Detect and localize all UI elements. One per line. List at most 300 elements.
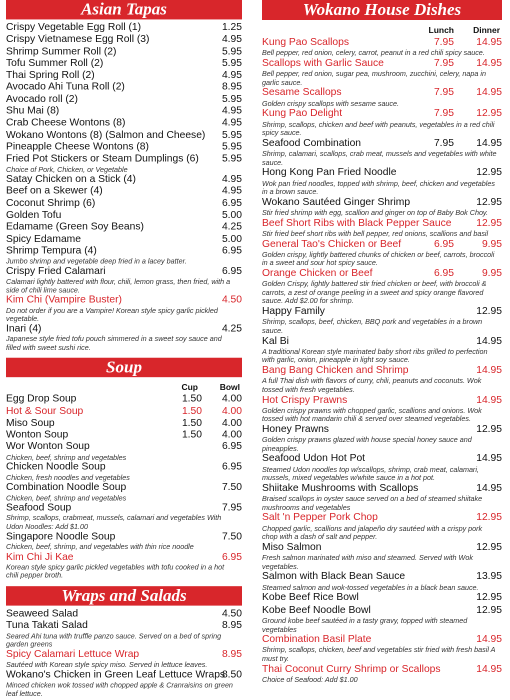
menu-item-description: Bell pepper, red onion, celery, carrot, peanut in a red chili spicy sauce. bbox=[262, 48, 485, 58]
menu-item-row bbox=[6, 46, 242, 58]
menu-item bbox=[6, 462, 242, 482]
section-title: Wokano House Dishes bbox=[262, 0, 502, 20]
menu-item-price-large: 14.95 bbox=[476, 335, 502, 347]
menu-item-price-large: 12.95 bbox=[476, 604, 502, 616]
menu-item bbox=[262, 138, 502, 167]
section-asian-tapas bbox=[6, 0, 242, 352]
menu-item-name: Spicy Calamari Lettuce Wrap bbox=[6, 649, 140, 660]
menu-item-row bbox=[6, 442, 242, 454]
menu-item-name: Kim Chi (Vampire Buster) bbox=[6, 294, 122, 306]
menu-item-price-large: 9.95 bbox=[481, 267, 502, 279]
menu-item-description: Fresh salmon marinated with miso and steamed. Served with Wok vegetables. bbox=[262, 553, 473, 571]
menu-item bbox=[6, 142, 242, 154]
menu-item-row bbox=[262, 571, 502, 583]
menu-item-name: Seafood Combination bbox=[262, 137, 362, 149]
menu-item-price: 5.95 bbox=[221, 46, 242, 57]
menu-item-price: 8.50 bbox=[221, 669, 242, 681]
menu-item-row bbox=[6, 324, 242, 336]
menu-item-name: Inari (4) bbox=[6, 323, 42, 335]
menu-item bbox=[6, 482, 242, 502]
menu-item bbox=[262, 218, 502, 239]
menu-item-name: Bang Bang Chicken and Shrimp bbox=[262, 365, 409, 377]
menu-item-price-large: 14.95 bbox=[476, 87, 502, 99]
menu-item-name: Golden Tofu bbox=[6, 210, 62, 221]
menu-item-price-small: 7.95 bbox=[433, 87, 454, 99]
menu-item-price-large: 6.95 bbox=[221, 551, 242, 563]
menu-item-name: Sesame Scallops bbox=[262, 87, 342, 99]
menu-item-description: Calamari lightly battered with flour, chili, lemon grass, then fried, with a side of chili lime sauce. bbox=[6, 277, 231, 295]
menu-item-price: 6.95 bbox=[221, 245, 242, 257]
menu-item-price-large: 13.95 bbox=[476, 571, 502, 583]
menu-item-row bbox=[6, 82, 242, 94]
menu-item-price-large: 7.50 bbox=[221, 531, 242, 543]
menu-item bbox=[262, 58, 502, 87]
menu-item-description: Steamed Udon noodles top w/scallops, shrimp, crab meat, calamari, mussels, mixed vegetables w/white sauce in a hot pot. bbox=[262, 464, 479, 483]
menu-item-name: Pineapple Cheese Wontons (8) bbox=[6, 141, 149, 153]
menu-item bbox=[6, 418, 242, 430]
menu-item-name: Egg Drop Soup bbox=[6, 393, 77, 405]
menu-item-description: Do not order if you are a Vampire! Korean style spicy garlic pickled vegetable. bbox=[6, 305, 218, 323]
menu-item-description: Sautéed with Korean style spicy miso. Served in lettuce leaves. bbox=[6, 660, 208, 669]
menu-item bbox=[6, 620, 242, 649]
menu-item bbox=[6, 442, 242, 462]
menu-item-row bbox=[6, 234, 242, 246]
menu-item-row bbox=[262, 424, 502, 436]
menu-item-row bbox=[6, 552, 242, 564]
menu-item-row bbox=[6, 106, 242, 118]
menu-item-price-large: 14.95 bbox=[476, 37, 502, 48]
menu-item bbox=[262, 512, 502, 541]
section-title: Asian Tapas bbox=[6, 0, 242, 19]
section-wraps bbox=[6, 586, 242, 698]
menu-item-row bbox=[262, 365, 502, 377]
menu-item-price-large: 4.00 bbox=[221, 405, 242, 417]
column-label-cup: Cup bbox=[181, 382, 198, 393]
menu-item-name: Combination Basil Plate bbox=[262, 634, 372, 646]
menu-item bbox=[6, 430, 242, 442]
menu-item-row bbox=[6, 482, 242, 494]
menu-item-price: 8.95 bbox=[221, 82, 242, 93]
menu-item bbox=[6, 669, 242, 698]
menu-item-name: Crispy Vegetable Egg Roll (1) bbox=[6, 22, 142, 34]
menu-item bbox=[262, 453, 502, 482]
menu-item-description: Ground kobe beef sautéed in a tasty gravy, topped with steamed vegetables bbox=[262, 615, 468, 634]
menu-item bbox=[6, 649, 242, 669]
menu-item-description: Korean style spicy garlic pickled vegetables with tofu cooked in a hot chili pepper broth. bbox=[6, 562, 225, 580]
menu-item-name: Beef Short Ribs with Black Pepper Sauce bbox=[262, 217, 452, 229]
menu-item-price-small: 1.50 bbox=[181, 393, 202, 405]
menu-item-name: Fried Pot Stickers or Steam Dumplings (6) bbox=[6, 153, 199, 165]
menu-item-name: Shu Mai (8) bbox=[6, 106, 60, 117]
menu-item-price-large: 12.95 bbox=[476, 424, 502, 435]
menu-item-name: Chicken Noodle Soup bbox=[6, 462, 106, 473]
menu-item-row bbox=[262, 239, 502, 251]
menu-item-row bbox=[6, 620, 242, 632]
menu-item-name: Miso Soup bbox=[6, 417, 55, 429]
menu-item bbox=[6, 186, 242, 198]
menu-item-price-large: 9.95 bbox=[481, 238, 502, 250]
menu-item-name: Kobe Beef Noodle Bowl bbox=[262, 604, 371, 616]
menu-item-row bbox=[6, 503, 242, 515]
menu-item-price: 5.00 bbox=[221, 210, 242, 221]
menu-item-price: 5.95 bbox=[221, 153, 242, 165]
menu-item-price: 4.95 bbox=[221, 106, 242, 117]
menu-item-row bbox=[6, 669, 242, 681]
menu-item-price: 4.95 bbox=[221, 186, 242, 197]
menu-item bbox=[6, 210, 242, 222]
menu-item-row bbox=[262, 58, 502, 70]
section-wokano bbox=[262, 0, 502, 684]
menu-item-row bbox=[262, 306, 502, 318]
menu-item-name: Kobe Beef Rice Bowl bbox=[262, 592, 359, 604]
menu-item-price: 8.95 bbox=[221, 649, 242, 660]
menu-item-price-small: 7.95 bbox=[433, 137, 454, 149]
menu-item-name: Wokano Sautéed Ginger Shrimp bbox=[262, 196, 411, 208]
menu-item-price: 5.95 bbox=[221, 58, 242, 69]
menu-item-name: Salmon with Black Bean Sauce bbox=[262, 571, 406, 583]
menu-item-price: 1.25 bbox=[221, 22, 242, 34]
menu-item-row bbox=[262, 664, 502, 676]
menu-item bbox=[6, 118, 242, 130]
menu-item-name: Salt 'n Pepper Pork Chop bbox=[262, 512, 378, 524]
menu-item-price: 4.95 bbox=[221, 70, 242, 81]
menu-item-row bbox=[262, 108, 502, 120]
menu-item-name: Beef on a Skewer (4) bbox=[6, 186, 103, 197]
menu-item-description: Chopped garlic, scallions and jalapeño dry sautéed with a crispy pork chop with a dash of salt and pepper. bbox=[262, 523, 483, 542]
menu-item-price-large: 4.00 bbox=[221, 393, 242, 405]
menu-item-description: Jumbo shrimp and vegetable deep fried in a lacey batter. bbox=[6, 256, 187, 266]
menu-item-row bbox=[262, 483, 502, 495]
menu-item bbox=[262, 268, 502, 306]
menu-item-price-large: 12.95 bbox=[476, 108, 502, 120]
menu-item-description: Shrimp, scallops, beef, chicken, BBQ pork and vegetables in a brown sauce. bbox=[262, 317, 483, 335]
menu-item bbox=[262, 634, 502, 663]
menu-item-price-large: 12.95 bbox=[476, 592, 502, 604]
menu-item-name: Crispy Vietnamese Egg Roll (3) bbox=[6, 34, 150, 46]
menu-item-name: Satay Chicken on a Stick (4) bbox=[6, 174, 136, 185]
menu-item-price: 6.95 bbox=[221, 266, 242, 277]
menu-item bbox=[262, 605, 502, 634]
menu-item-description: Golden Crispy, lightly battered stir fried chicken or beef, with broccoli & carrots, a zest of orange peeling in a sweet and spicy orange flavored sauce. Add $2.00 for shrimp. bbox=[262, 279, 487, 306]
menu-item-row bbox=[6, 130, 242, 142]
menu-item-price: 4.95 bbox=[221, 34, 242, 46]
menu-item bbox=[262, 395, 502, 424]
menu-item-row bbox=[262, 218, 502, 230]
menu-item-price-large: 14.95 bbox=[476, 453, 502, 465]
menu-item-name: Honey Prawns bbox=[262, 424, 329, 435]
menu-item-description: Shrimp, calamari, scallops, crab meat, mussels and vegetables with white sauce. bbox=[262, 149, 497, 167]
menu-item-name: Shrimp Tempura (4) bbox=[6, 245, 97, 257]
menu-item-description: Shrimp, scallops, chicken and beef with peanuts, vegetables in a red chili spicy sauce. bbox=[262, 119, 495, 138]
menu-item-price-small: 6.95 bbox=[433, 238, 454, 250]
menu-item-description: Golden crispy, lightly battered chunks of chicken or beef, carrots, broccoli in a sweet and sour hot spicy sauce. bbox=[262, 249, 495, 268]
section-title: Soup bbox=[6, 358, 242, 377]
menu-item-name: Crab Cheese Wontons (8) bbox=[6, 117, 126, 129]
menu-item-price-large: 12.95 bbox=[476, 217, 502, 229]
menu-item-name: Combination Noodle Soup bbox=[6, 482, 127, 494]
menu-item-price-large: 7.50 bbox=[221, 482, 242, 494]
menu-item bbox=[262, 571, 502, 592]
price-column-header bbox=[6, 380, 242, 394]
menu-item-name: Miso Salmon bbox=[262, 541, 322, 553]
menu-item-price-small: 1.50 bbox=[181, 417, 202, 429]
menu-item bbox=[6, 266, 242, 295]
menu-item-description: Stir fried shrimp with egg, scallion and ginger on top of Baby Bok Choy. bbox=[262, 208, 488, 218]
menu-item-description: Shrimp, scallops, chicken, beef and vegetables stir fried with fresh basil A must try. bbox=[262, 645, 496, 663]
menu-item-row bbox=[6, 70, 242, 82]
menu-item bbox=[262, 424, 502, 453]
menu-item-row bbox=[262, 197, 502, 209]
menu-item-row bbox=[6, 142, 242, 154]
menu-item-price-large: 12.95 bbox=[476, 196, 502, 208]
menu-item bbox=[6, 324, 242, 353]
menu-item-price-large: 14.95 bbox=[476, 365, 502, 377]
menu-item-row bbox=[262, 167, 502, 179]
menu-item-price-large: 4.00 bbox=[221, 417, 242, 429]
menu-item-description: A traditional Korean style marinated baby short ribs grilled to perfection with garlic, onion, pineapple in light soy sauce. bbox=[262, 346, 488, 365]
menu-item-row bbox=[6, 266, 242, 278]
menu-item-row bbox=[6, 649, 242, 661]
menu-item-price-large: 6.95 bbox=[221, 462, 242, 473]
menu-item-description: Steamed salmon and wok-tossed vegetables in a black bean sauce. bbox=[262, 582, 479, 592]
menu-item-row bbox=[262, 453, 502, 465]
menu-item-name: Thai Coconut Curry Shrimp or Scallops bbox=[262, 663, 441, 675]
menu-item-row bbox=[262, 634, 502, 646]
menu-item-name: Spicy Edamame bbox=[6, 233, 81, 245]
menu-item-price: 4.25 bbox=[221, 221, 242, 233]
menu-item-price-large: 12.95 bbox=[476, 512, 502, 524]
menu-item-price-small: 7.95 bbox=[433, 108, 454, 120]
menu-item-name: Coconut Shrimp (6) bbox=[6, 198, 96, 209]
menu-item bbox=[6, 34, 242, 46]
menu-item-price-large: 14.95 bbox=[476, 663, 502, 675]
menu-item bbox=[262, 167, 502, 196]
menu-item bbox=[6, 130, 242, 142]
menu-item-row bbox=[262, 395, 502, 407]
menu-item bbox=[6, 70, 242, 82]
menu-item-row bbox=[262, 592, 502, 604]
menu-item-name: Hot Crispy Prawns bbox=[262, 394, 348, 406]
menu-item bbox=[262, 37, 502, 58]
menu-item-row bbox=[262, 336, 502, 348]
menu-item bbox=[6, 22, 242, 34]
column-label-lunch: Lunch bbox=[428, 25, 454, 35]
menu-item-row bbox=[262, 542, 502, 554]
menu-item-name: Shrimp Summer Roll (2) bbox=[6, 46, 117, 57]
menu-item bbox=[6, 174, 242, 186]
menu-item bbox=[6, 94, 242, 106]
menu-item-price: 5.95 bbox=[221, 129, 242, 141]
menu-item-row bbox=[262, 605, 502, 617]
menu-item-row bbox=[262, 512, 502, 524]
menu-item bbox=[262, 483, 502, 512]
menu-item bbox=[262, 108, 502, 137]
menu-item-row bbox=[6, 295, 242, 307]
menu-item-name: Avocado roll (2) bbox=[6, 94, 78, 105]
menu-item-row bbox=[6, 418, 242, 430]
menu-item bbox=[262, 87, 502, 108]
menu-item-price: 5.95 bbox=[221, 141, 242, 153]
menu-item-price: 4.25 bbox=[221, 323, 242, 335]
menu-item bbox=[262, 542, 502, 571]
menu-item-row bbox=[6, 198, 242, 210]
menu-item-description: Choice of Pork, Chicken, or Vegetable bbox=[6, 164, 128, 174]
menu-item bbox=[6, 106, 242, 118]
menu-item-row bbox=[6, 246, 242, 258]
menu-item-name: Seafood Soup bbox=[6, 502, 72, 514]
menu-item-description: Wok pan fried noodles, topped with shrimp, beef, chicken and vegetables in a brown sauce. bbox=[262, 178, 495, 197]
menu-item-description: A full Thai dish with flavors of curry, chili, peanuts and coconuts. Wok tossed with fresh vegetables. bbox=[262, 376, 482, 394]
menu-item-price: 4.95 bbox=[221, 174, 242, 185]
menu-item-row bbox=[6, 34, 242, 46]
menu-item-description: Shrimp, scallops, crabmeat, mussels, calamari and vegetables With Udon Noodles: Add $1.00 bbox=[6, 513, 222, 531]
menu-item bbox=[6, 82, 242, 94]
menu-item bbox=[262, 664, 502, 685]
menu-item bbox=[6, 198, 242, 210]
menu-item-row bbox=[262, 87, 502, 99]
menu-item-name: Kim Chi Ji Kae bbox=[6, 551, 74, 563]
left-column bbox=[6, 0, 242, 698]
menu-item bbox=[6, 406, 242, 418]
menu-item bbox=[6, 154, 242, 174]
menu-item-row bbox=[262, 37, 502, 49]
menu-item-description: Chicken, beef, shrimp, and vegetables with thin rice noodle bbox=[6, 542, 194, 552]
menu-item-name: Tofu Summer Roll (2) bbox=[6, 58, 104, 69]
menu-item-name: Seafood Udon Hot Pot bbox=[262, 453, 366, 465]
menu-item-description: Bell pepper, red onion, sugar pea, mushroom, zucchini, celery, napa in garlic sauce. bbox=[262, 69, 487, 87]
menu-item-row bbox=[6, 58, 242, 70]
menu-item-price: 4.50 bbox=[221, 608, 242, 620]
section-title: Wraps and Salads bbox=[6, 586, 242, 605]
menu-item-name: Singapore Noodle Soup bbox=[6, 531, 116, 543]
menu-item-description: Choice of Seafood: Add $1.00 bbox=[262, 674, 358, 684]
menu-item-price-small: 1.50 bbox=[181, 405, 202, 417]
menu-item-description: Braised scallops in oyster sauce served on a bed of steamed shiitake mushrooms and vegetables bbox=[262, 494, 483, 512]
menu-item-price: 4.95 bbox=[221, 117, 242, 129]
menu-item bbox=[262, 197, 502, 218]
menu-item bbox=[262, 306, 502, 335]
menu-item-name: Wokano Wontons (8) (Salmon and Cheese) bbox=[6, 129, 206, 141]
menu-item bbox=[6, 58, 242, 70]
menu-item-name: Tuna Takati Salad bbox=[6, 620, 88, 632]
menu-item-price: 5.00 bbox=[221, 233, 242, 245]
menu-item-description: Seared Ahi tuna with truffle panzo sauce. Served on a bed of spring garden greens bbox=[6, 631, 222, 649]
menu-item bbox=[6, 552, 242, 581]
menu-item-row bbox=[6, 430, 242, 442]
menu-item-name: Happy Family bbox=[262, 306, 325, 318]
menu-item-name: Shiitake Mushrooms with Scallops bbox=[262, 482, 419, 494]
menu-item-description: Minced chicken wok tossed with chopped apple & Cranraisins on green leaf lettuce. bbox=[6, 680, 233, 698]
menu-item-price-large: 4.00 bbox=[221, 429, 242, 441]
menu-item-price-large: 6.95 bbox=[221, 441, 242, 453]
menu-item bbox=[6, 222, 242, 234]
menu-item bbox=[262, 365, 502, 394]
menu-item bbox=[262, 592, 502, 604]
menu-item-row bbox=[6, 174, 242, 186]
menu-item bbox=[6, 503, 242, 532]
menu-item-name: Edamame (Green Soy Beans) bbox=[6, 221, 144, 233]
section-soup bbox=[6, 358, 242, 580]
menu-item-row bbox=[6, 118, 242, 130]
menu-item-price: 5.95 bbox=[221, 94, 242, 105]
menu-item bbox=[6, 609, 242, 621]
menu-item-row bbox=[6, 210, 242, 222]
menu-item-row bbox=[6, 406, 242, 418]
menu-item-price: 8.95 bbox=[221, 620, 242, 632]
menu-item-row bbox=[262, 268, 502, 280]
menu-item-row bbox=[6, 531, 242, 543]
menu-item-name: Wonton Soup bbox=[6, 429, 69, 441]
menu-item-name: Hong Kong Pan Fried Noodle bbox=[262, 167, 397, 179]
menu-item bbox=[6, 46, 242, 58]
menu-item-row bbox=[6, 154, 242, 166]
menu-item-name: Kal Bi bbox=[262, 335, 289, 347]
menu-item bbox=[6, 394, 242, 406]
menu-item-price: 6.95 bbox=[221, 198, 242, 209]
column-label-bowl: Bowl bbox=[219, 382, 240, 393]
menu-item-price-large: 14.95 bbox=[476, 634, 502, 646]
menu-item-price-small: 7.95 bbox=[433, 57, 454, 69]
menu-item-row bbox=[6, 609, 242, 621]
menu-item-row bbox=[6, 22, 242, 34]
menu-item-row bbox=[6, 462, 242, 474]
menu-item-price-large: 12.95 bbox=[476, 541, 502, 553]
menu-item-description: Chicken, fresh noodles and vegetables bbox=[6, 473, 130, 482]
menu-item-name: Thai Spring Roll (2) bbox=[6, 70, 95, 81]
menu-item-row bbox=[262, 138, 502, 150]
menu-item-price-large: 14.95 bbox=[476, 482, 502, 494]
menu-item-row bbox=[6, 94, 242, 106]
menu-item-name: Wor Wonton Soup bbox=[6, 441, 90, 453]
menu-item-price-large: 12.95 bbox=[476, 306, 502, 318]
menu-item-name: Hot & Sour Soup bbox=[6, 405, 84, 417]
menu-item-price: 4.50 bbox=[221, 294, 242, 306]
menu-item-price-small: 1.50 bbox=[181, 429, 202, 441]
menu-item-price-large: 7.95 bbox=[221, 502, 242, 514]
column-label-dinner: Dinner bbox=[473, 25, 500, 35]
menu-item-price-large: 14.95 bbox=[476, 57, 502, 69]
menu-item bbox=[262, 239, 502, 268]
price-column-header bbox=[262, 23, 502, 37]
menu-item-name: Orange Chicken or Beef bbox=[262, 267, 373, 279]
menu-item-description: Chicken, beef, shrimp and vegetables bbox=[6, 452, 127, 462]
menu-item-description: Golden crispy prawns glazed with house special honey sauce and pineapples. bbox=[262, 435, 472, 453]
menu-item bbox=[6, 246, 242, 266]
menu-item-price-large: 12.95 bbox=[476, 167, 502, 179]
menu-item-row bbox=[6, 394, 242, 406]
menu-item-description: Golden crispy scallops with sesame sauce. bbox=[262, 98, 400, 108]
menu-item bbox=[6, 531, 242, 551]
menu-item-name: Scallops with Garlic Sauce bbox=[262, 57, 384, 69]
menu-item-price-large: 14.95 bbox=[476, 137, 502, 149]
menu-item-name: Seaweed Salad bbox=[6, 608, 79, 620]
menu-item-description: Chicken, beef, shrimp and vegetables bbox=[6, 493, 127, 503]
menu-item-name: Wokano's Chicken in Green Leaf Lettuce Wraps bbox=[6, 669, 226, 681]
right-column bbox=[262, 0, 502, 684]
menu-item-name: Kung Pao Scallops bbox=[262, 37, 350, 48]
menu-item-name: Crispy Fried Calamari bbox=[6, 266, 106, 277]
menu-item-price-small: 7.95 bbox=[433, 37, 454, 48]
menu-item-name: Kung Pao Delight bbox=[262, 108, 343, 120]
menu-item-description: Golden crispy prawns with chopped garlic, scallions and onions. Wok tossed with hot mandarin chili & served over steamed vegetables. bbox=[262, 405, 482, 424]
menu-item-description: Japanese style fried tofu pouch simmered in a sweet soy sauce and filled with sweet sushi rice. bbox=[6, 334, 222, 352]
menu-item-name: General Tao's Chicken or Beef bbox=[262, 238, 402, 250]
menu-item bbox=[6, 234, 242, 246]
menu-item bbox=[6, 295, 242, 324]
menu-item bbox=[262, 336, 502, 365]
menu-item-price-large: 14.95 bbox=[476, 394, 502, 406]
menu-item-name: Avocado Ahi Tuna Roll (2) bbox=[6, 82, 125, 93]
